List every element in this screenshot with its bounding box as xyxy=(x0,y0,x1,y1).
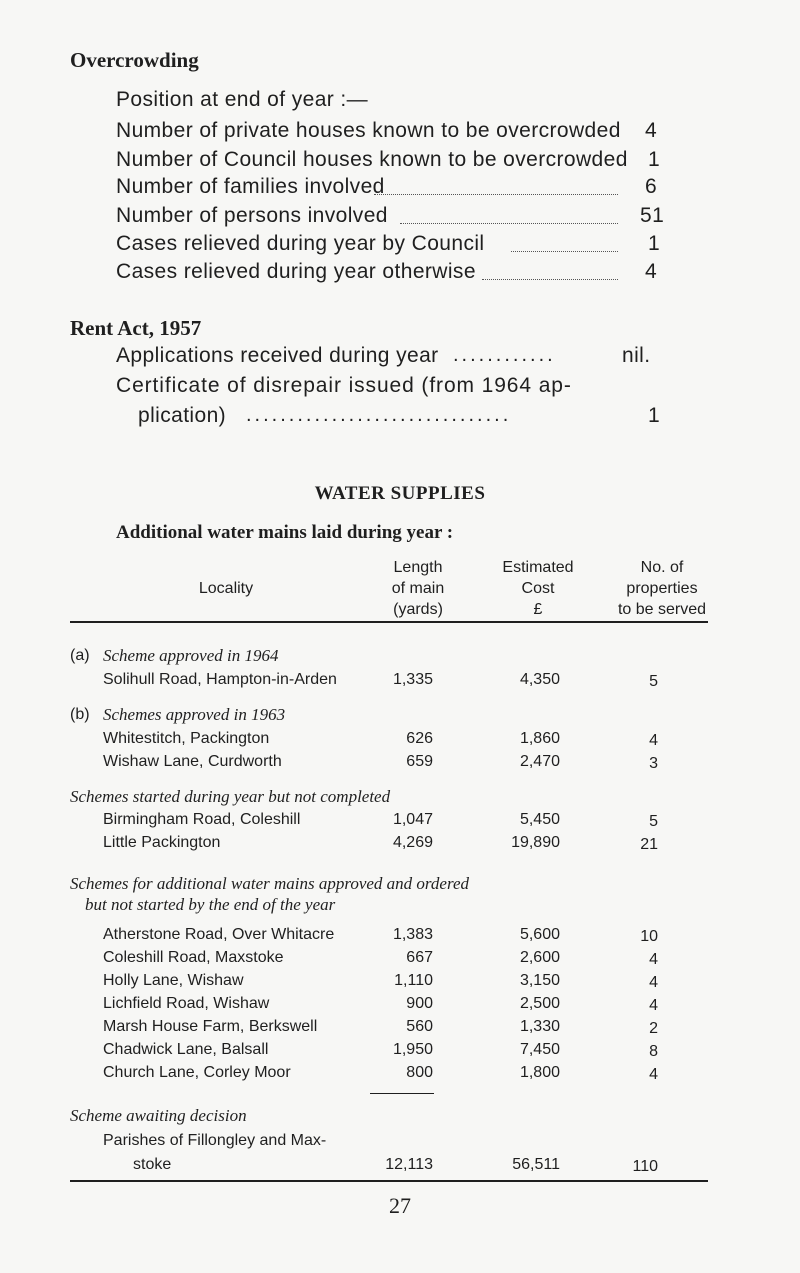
row-properties: 4 xyxy=(649,997,658,1014)
row-properties: 5 xyxy=(649,813,658,830)
page-number: 27 xyxy=(389,1193,411,1218)
row-locality: Church Lane, Corley Moor xyxy=(103,1064,291,1081)
row-length: 4,269 xyxy=(392,834,433,851)
row-length: 667 xyxy=(406,949,433,966)
row-locality-line2: stoke xyxy=(133,1156,172,1173)
header-length-line: Length xyxy=(393,559,443,576)
row-properties: 110 xyxy=(632,1158,658,1175)
water-supplies-title: WATER SUPPLIES xyxy=(314,483,486,504)
overcrowding-item-label: Number of Council houses known to be overcrowded xyxy=(116,148,628,171)
overcrowding-item-value: 6 xyxy=(645,175,658,198)
row-length: 1,950 xyxy=(392,1041,433,1058)
group-title-line2: but not started by the end of the year xyxy=(85,895,336,914)
group-title: Schemes for additional water mains approved and ordered xyxy=(70,874,469,893)
group-label: (a) xyxy=(70,647,90,664)
row-locality: Chadwick Lane, Balsall xyxy=(103,1041,269,1058)
header-cost-line: Estimated xyxy=(502,559,574,576)
overcrowding-item-value: 1 xyxy=(648,232,661,255)
dot-leader xyxy=(400,223,618,224)
row-cost: 56,511 xyxy=(512,1156,560,1173)
row-locality: Coleshill Road, Maxstoke xyxy=(103,949,284,966)
group-label: (b) xyxy=(70,706,90,723)
row-length: 1,110 xyxy=(394,972,433,989)
dot-leader: ............................... xyxy=(246,404,512,426)
row-properties: 4 xyxy=(649,732,658,749)
row-length: 1,047 xyxy=(392,811,433,828)
rent-act-title: Rent Act, 1957 xyxy=(70,316,202,340)
row-locality: Little Packington xyxy=(103,834,221,851)
row-cost: 1,860 xyxy=(519,730,560,747)
overcrowding-item-label: Cases relieved during year by Council xyxy=(116,232,485,255)
dot-leader xyxy=(511,251,618,252)
overcrowding-item-label: Number of families involved xyxy=(116,175,385,198)
overcrowding-item-label: Cases relieved during year otherwise xyxy=(116,260,476,283)
overcrowding-item-value: 4 xyxy=(645,260,658,283)
row-properties: 4 xyxy=(649,974,658,991)
row-cost: 1,330 xyxy=(519,1018,560,1035)
header-length xyxy=(358,557,478,620)
row-properties: 10 xyxy=(640,928,658,945)
row-properties: 5 xyxy=(649,673,658,690)
row-locality: Solihull Road, Hampton-in-Arden xyxy=(103,671,337,688)
certificate-label-line2: plication) xyxy=(138,404,227,427)
row-properties: 3 xyxy=(649,755,658,772)
header-properties-line: properties xyxy=(626,580,698,597)
overcrowding-item-value: 51 xyxy=(640,204,665,227)
row-cost: 5,600 xyxy=(519,926,560,943)
row-locality: Whitestitch, Packington xyxy=(103,730,270,747)
dot-leader xyxy=(374,194,618,195)
row-locality: Lichfield Road, Wishaw xyxy=(103,995,270,1012)
group-title: Scheme awaiting decision xyxy=(70,1106,247,1125)
table-header-rule xyxy=(70,621,708,623)
header-length-line: (yards) xyxy=(393,601,443,618)
applications-value: nil. xyxy=(622,344,651,367)
row-cost: 2,600 xyxy=(519,949,560,966)
header-cost xyxy=(478,557,598,620)
row-locality: Parishes of Fillongley and Max- xyxy=(103,1132,327,1149)
certificate-value: 1 xyxy=(648,404,661,427)
row-locality: Atherstone Road, Over Whitacre xyxy=(103,926,335,943)
row-length: 626 xyxy=(406,730,433,747)
header-cost-line: Cost xyxy=(521,580,555,597)
overcrowding-intro: Position at end of year :— xyxy=(116,88,369,111)
dot-leader xyxy=(482,279,618,280)
subtotal-rule xyxy=(370,1093,434,1094)
row-cost: 5,450 xyxy=(519,811,560,828)
row-length: 1,335 xyxy=(392,671,433,688)
row-properties: 21 xyxy=(640,836,658,853)
header-properties xyxy=(602,557,722,620)
row-cost: 19,890 xyxy=(511,834,560,851)
row-properties: 4 xyxy=(649,1066,658,1083)
row-length: 800 xyxy=(406,1064,433,1081)
row-locality: Marsh House Farm, Berkswell xyxy=(103,1018,318,1035)
table-bottom-rule xyxy=(70,1180,708,1182)
group-title: Scheme approved in 1964 xyxy=(103,646,279,665)
row-cost: 1,800 xyxy=(519,1064,560,1081)
row-locality: Birmingham Road, Coleshill xyxy=(103,811,301,828)
row-properties: 8 xyxy=(649,1043,658,1060)
overcrowding-item-value: 4 xyxy=(645,119,658,142)
row-cost: 2,500 xyxy=(519,995,560,1012)
row-cost: 4,350 xyxy=(519,671,560,688)
header-length-line: of main xyxy=(391,580,445,597)
row-cost: 3,150 xyxy=(519,972,560,989)
row-length: 12,113 xyxy=(385,1156,433,1173)
group-title: Schemes approved in 1963 xyxy=(103,705,286,724)
row-length: 1,383 xyxy=(392,926,433,943)
header-properties-line: to be served xyxy=(617,601,707,618)
row-properties: 4 xyxy=(649,951,658,968)
group-title: Schemes started during year but not completed xyxy=(70,787,391,806)
dot-leader: ............ xyxy=(453,344,556,366)
header-locality: Locality xyxy=(198,580,254,597)
row-length: 560 xyxy=(406,1018,433,1035)
row-cost: 7,450 xyxy=(519,1041,560,1058)
row-length: 659 xyxy=(406,753,433,770)
row-properties: 2 xyxy=(649,1020,658,1037)
row-locality: Holly Lane, Wishaw xyxy=(103,972,244,989)
header-properties-line: No. of xyxy=(640,559,684,576)
row-cost: 2,470 xyxy=(519,753,560,770)
overcrowding-title: Overcrowding xyxy=(70,48,199,72)
overcrowding-item-value: 1 xyxy=(648,148,661,171)
water-supplies-subtitle: Additional water mains laid during year : xyxy=(116,522,454,543)
overcrowding-item-label: Number of persons involved xyxy=(116,204,388,227)
row-length: 900 xyxy=(406,995,433,1012)
applications-label: Applications received during year xyxy=(116,344,439,367)
overcrowding-item-label: Number of private houses known to be overcrowded xyxy=(116,119,621,142)
certificate-label-line1: Certificate of disrepair issued (from 1964 ap- xyxy=(116,374,572,397)
header-cost-line: £ xyxy=(533,601,543,618)
row-locality: Wishaw Lane, Curdworth xyxy=(103,753,282,770)
